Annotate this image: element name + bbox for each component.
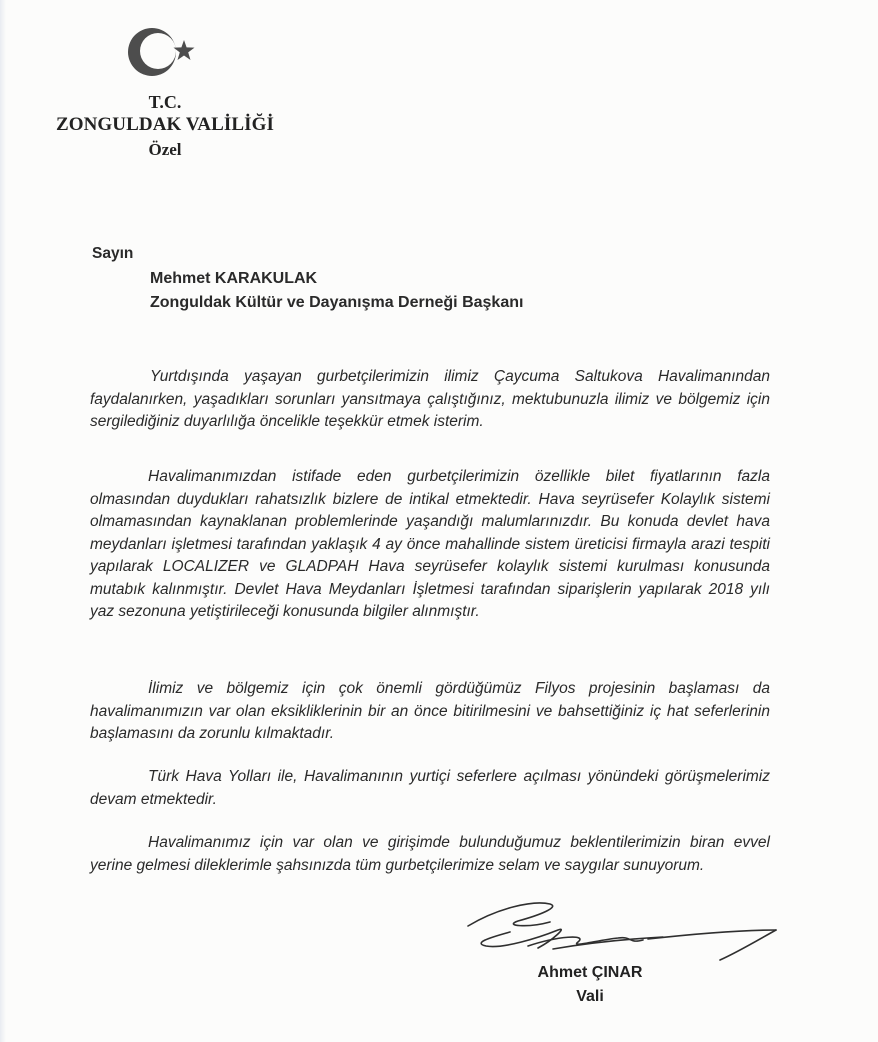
paragraph-5: Havalimanımız için var olan ve girişimde bulunduğumuz beklentilerimizin biran evvel yerine gelmesi dileklerimle şahsınızda tüm gurbetçilerimize selam ve saygılar sunuyorum. (90, 834, 770, 874)
header-country: T.C. (148, 92, 182, 112)
signatory-title: Vali (576, 988, 604, 1005)
header-classification: Özel (148, 140, 182, 159)
recipient-name: Mehmet KARAKULAK (150, 270, 318, 287)
handwritten-signature (458, 896, 788, 966)
crescent-star-icon (126, 22, 198, 82)
recipient-title: Zonguldak Kültür ve Dayanışma Derneği Başkanı (150, 294, 524, 311)
paragraph-4: Türk Hava Yolları ile, Havalimanının yurtiçi seferlere açılması yönündeki görüşmelerimiz devam etmektedir. (90, 768, 770, 808)
header-authority: ZONGULDAK VALİLİĞİ (55, 114, 275, 135)
paragraph-1: Yurtdışında yaşayan gurbetçilerimizin ilimiz Çaycuma Saltukova Havalimanından faydalanırken, yaşadıkları sorunları yansıtmaya çalıştığınız, mektubunuzla ilimiz ve bölgemiz için sergilediğiniz duyarlılığa öncelikle teşekkür etmek isterim. (90, 368, 770, 430)
salutation: Sayın (92, 245, 134, 262)
paragraph-3: İlimiz ve bölgemiz için çok önemli gördüğümüz Filyos projesinin başlaması da havalimanımızın var olan eksikliklerinin bir an önce bitirilmesini ve bahsettiğiniz iç hat seferlerinin başlamasını da zorunlu kılmaktadır. (90, 680, 770, 742)
paragraph-2: Havalimanımızdan istifade eden gurbetçilerimizin özellikle bilet fiyatlarının fazla olmasından duydukları rahatsızlık bizlere de intikal etmektedir. Hava seyrüsefer Kolaylık sistemi olmamasından kaynaklanan problemlerinde yaşandığı malumlarınızdır. Bu konuda devlet hava meydanları işletmesi tarafından yaklaşık 4 ay önce mahallinde sistem üreticisi firmayla arazi tespiti yapılarak LOCALIZER ve GLADPAH Hava seyrüsefer kolaylık sistemi kurulması konusunda mutabık kalınmıştır. Devlet Hava Meydanları İşletmesi tarafından siparişlerin yapılarak 2018 yılı yaz sezonuna yetiştirileceği konusunda bilgiler alınmıştır. (90, 468, 770, 620)
signatory-name: Ahmet ÇINAR (537, 964, 643, 981)
scan-edge (0, 0, 6, 1042)
